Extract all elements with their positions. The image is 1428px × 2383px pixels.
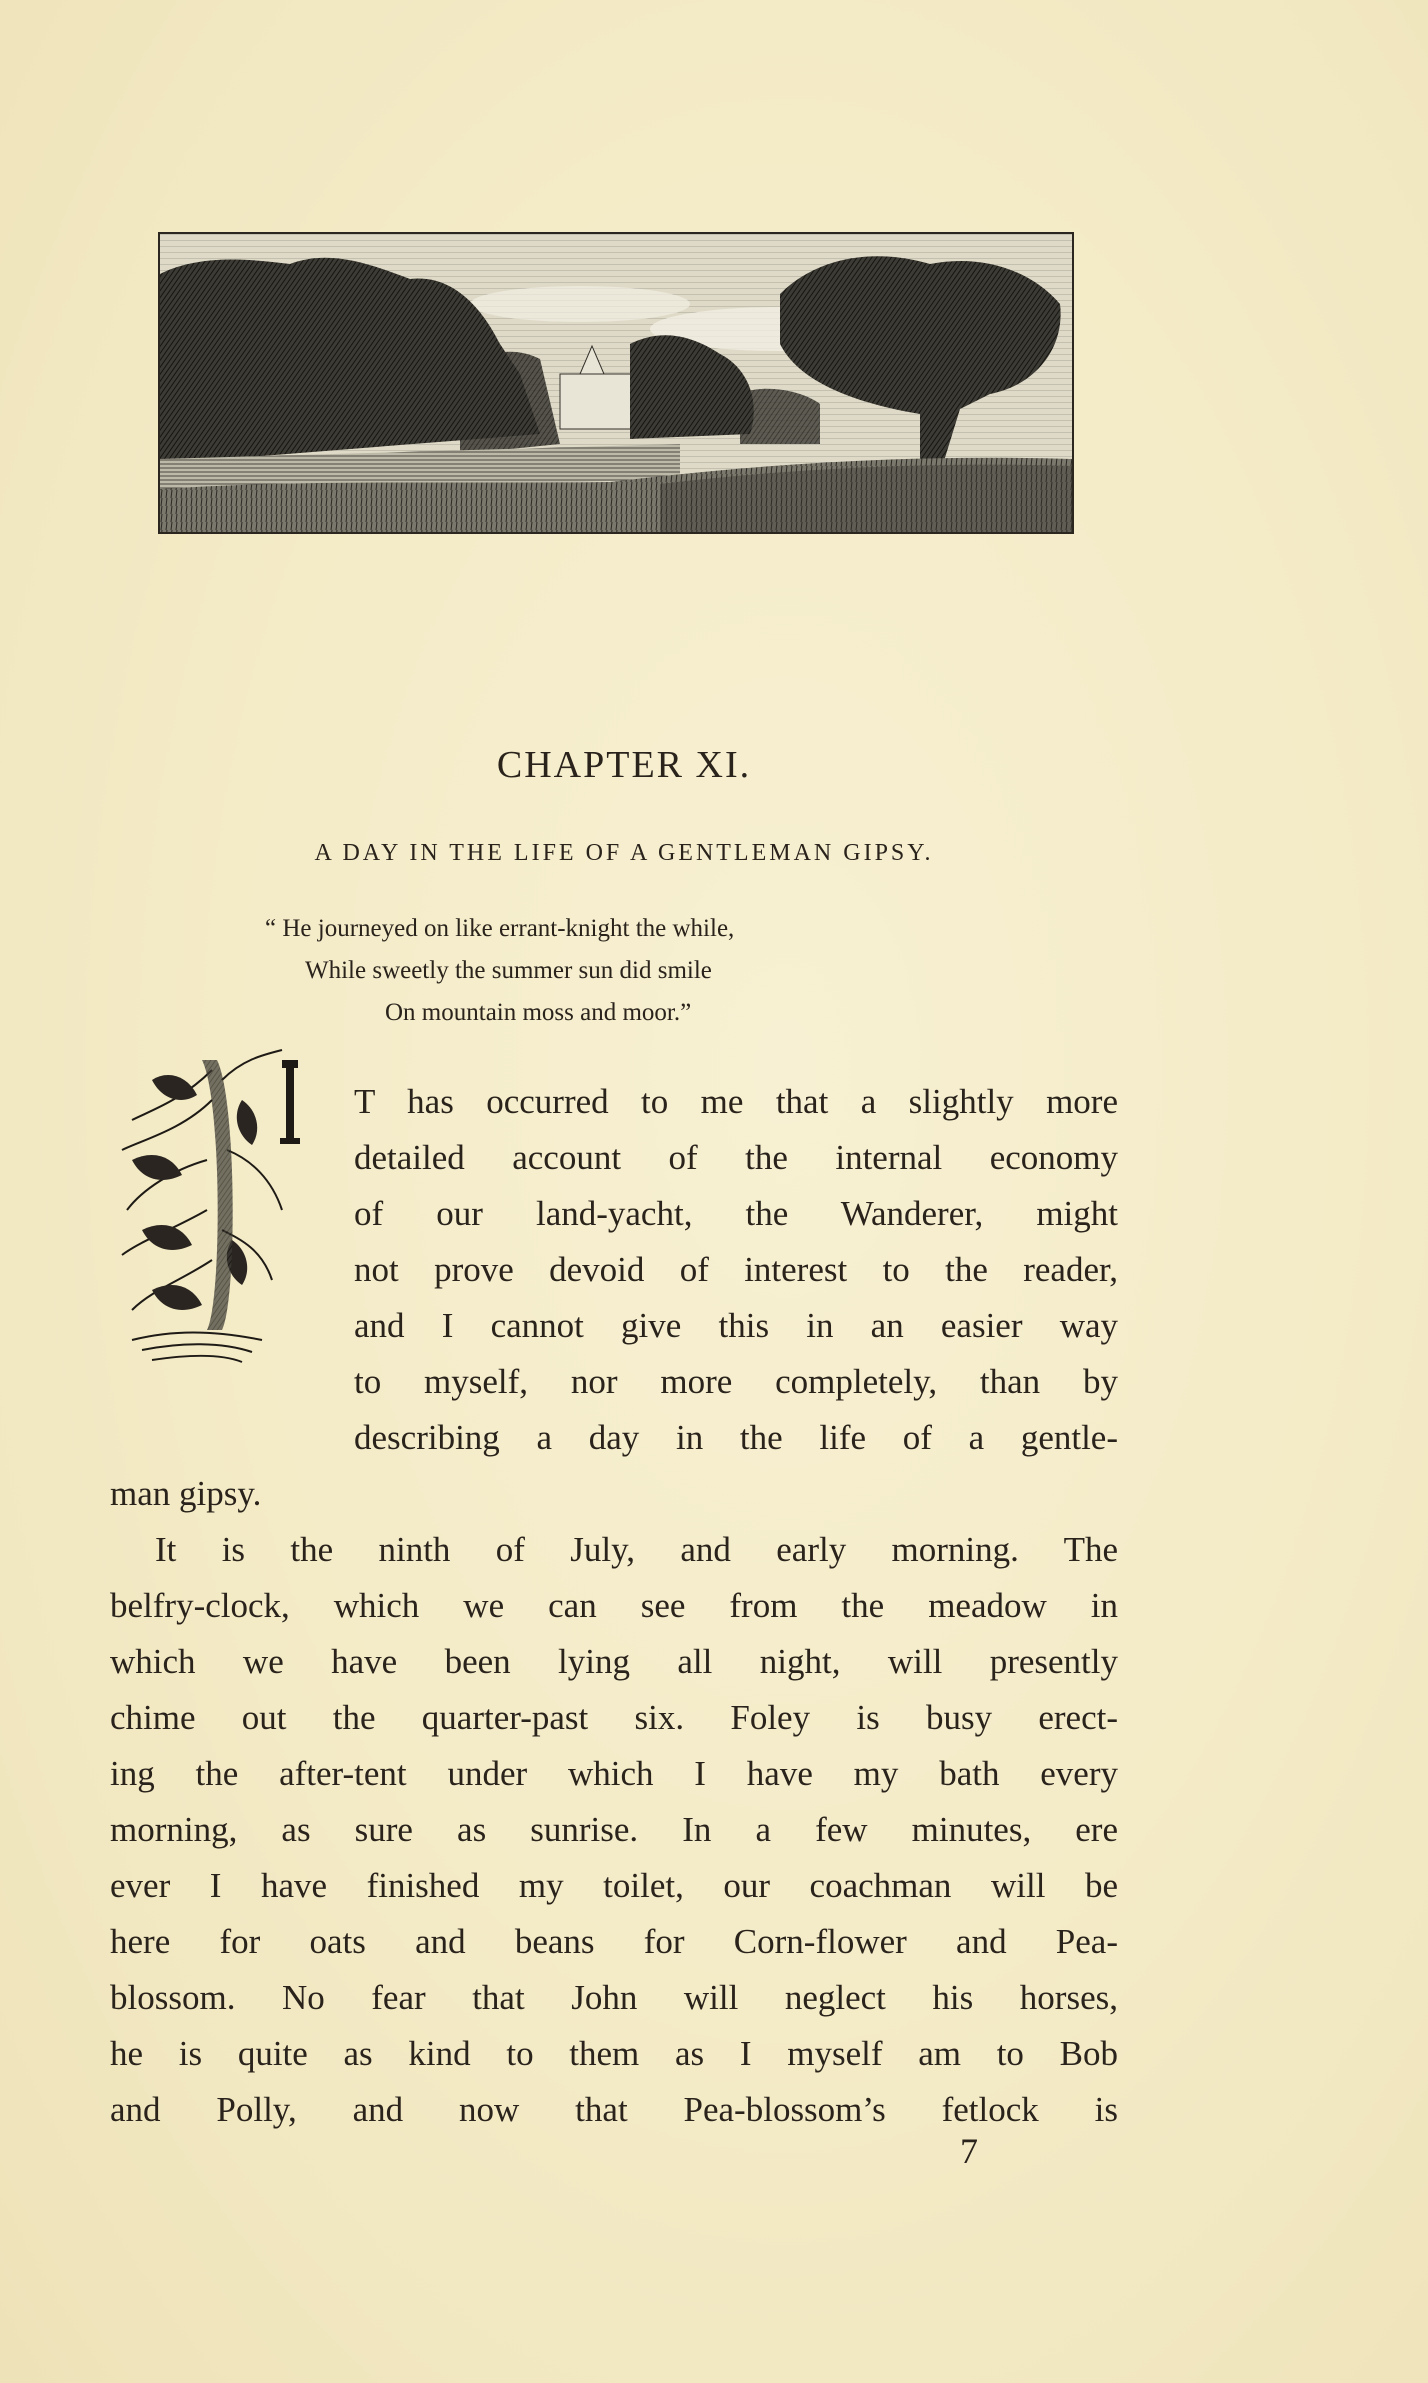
paragraph-line: to myself, nor more completely, than by <box>354 1362 1118 1401</box>
paragraph-line: belfry-clock, which we can see from the meadow in <box>110 1586 1118 1625</box>
paragraph-line: blossom. No fear that John will neglect his horses, <box>110 1978 1118 2017</box>
ornamental-drop-cap <box>112 1040 322 1420</box>
paragraph-line: of our land-yacht, the Wanderer, might <box>354 1194 1118 1233</box>
floral-ornament-icon <box>112 1040 322 1420</box>
paragraph-line: which we have been lying all night, will presently <box>110 1642 1118 1681</box>
paragraph-line: describing a day in the life of a gentle- <box>354 1418 1118 1457</box>
epigraph-line: On mountain moss and moor.” <box>385 999 692 1026</box>
paragraph-line: detailed account of the internal economy <box>354 1138 1118 1177</box>
page-number: 7 <box>960 2131 978 2171</box>
paragraph-line: he is quite as kind to them as I myself am to Bob <box>110 2034 1118 2073</box>
paragraph-line: ing the after-tent under which I have my bath every <box>110 1754 1118 1793</box>
epigraph-line: “ He journeyed on like errant-knight the while, <box>265 915 735 942</box>
paragraph-line: and Polly, and now that Pea-blossom’s fetlock is <box>110 2090 1118 2129</box>
landscape-engraving <box>158 232 1074 534</box>
paragraph-line: T has occurred to me that a slightly more <box>354 1082 1118 1121</box>
paragraph-line: morning, as sure as sunrise. In a few minutes, ere <box>110 1810 1118 1849</box>
paragraph-line: not prove devoid of interest to the reader, <box>354 1250 1118 1289</box>
chapter-subtitle: A DAY IN THE LIFE OF A GENTLEMAN GIPSY. <box>314 840 934 866</box>
paragraph-line: man gipsy. <box>110 1474 262 1513</box>
paragraph-line: chime out the quarter-past six. Foley is busy erect- <box>110 1698 1118 1737</box>
paragraph-line: It is the ninth of July, and early morning. The <box>155 1530 1118 1569</box>
epigraph-line: While sweetly the summer sun did smile <box>305 957 712 984</box>
paragraph-line: ever I have finished my toilet, our coachman will be <box>110 1866 1118 1905</box>
paragraph-line: and I cannot give this in an easier way <box>354 1306 1118 1345</box>
paragraph-line: here for oats and beans for Corn-flower and Pea- <box>110 1922 1118 1961</box>
engraving-illustration <box>160 234 1072 532</box>
chapter-title: CHAPTER XI. <box>496 744 752 786</box>
